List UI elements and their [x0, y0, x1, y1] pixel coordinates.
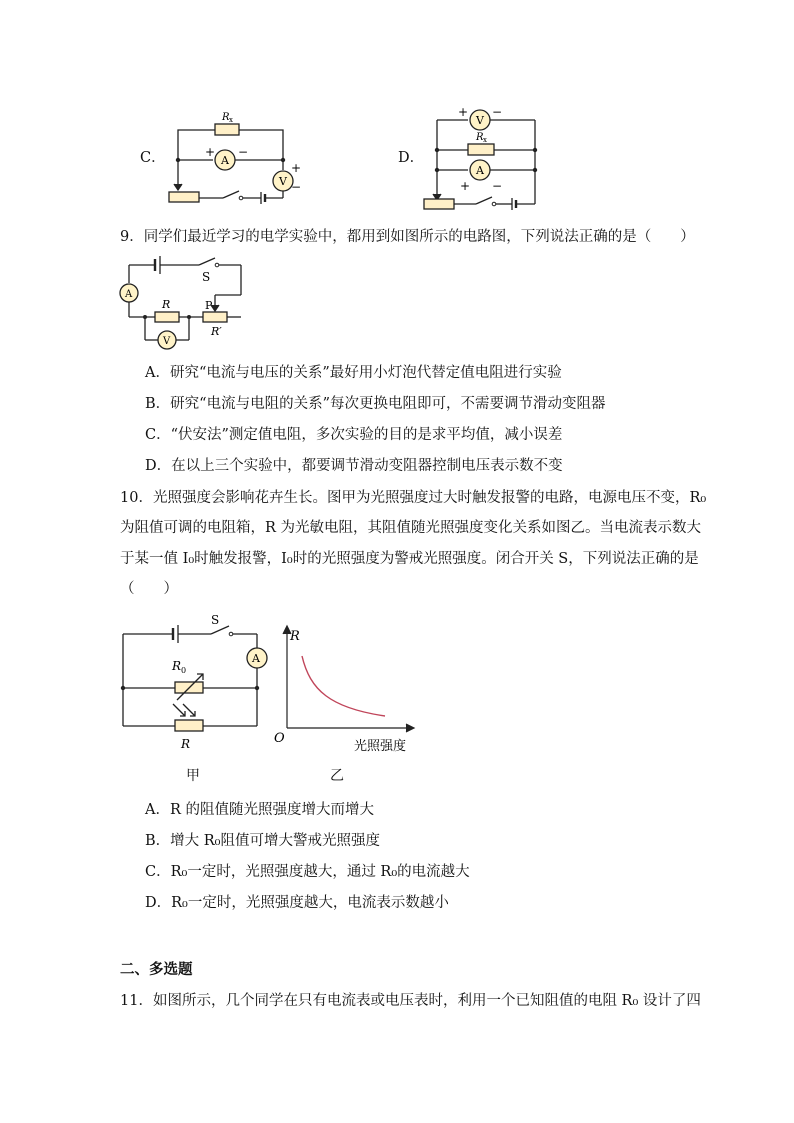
plus-sign: + — [458, 105, 469, 119]
slider-label: P — [205, 299, 213, 312]
q9-option-c[interactable]: C．“伏安法”测定值电阻，多次实验的目的是求平均值，减小误差 — [145, 427, 563, 443]
switch-label: S — [202, 270, 211, 284]
q9-circuit — [115, 255, 250, 355]
rheostat-label: R′ — [211, 325, 222, 338]
x-axis-label: 光照强度 — [354, 739, 407, 754]
origin-label: O — [274, 731, 285, 746]
q10-figure-jia — [115, 612, 275, 762]
q8-circuit-d — [420, 100, 550, 215]
switch-label: S — [211, 613, 220, 627]
voltmeter-symbol: V — [163, 336, 171, 347]
q9-option-a[interactable]: A．研究“电流与电压的关系”最好用小灯泡代替定值电阻进行实验 — [145, 365, 562, 381]
y-axis-label: R — [290, 629, 300, 644]
q10-stem-line-4: （ ） — [120, 581, 178, 597]
minus-sign: − — [492, 105, 503, 119]
q10-option-c[interactable]: C．R₀一定时，光照强度越大，通过 R₀的电流越大 — [145, 864, 470, 880]
q10-option-b[interactable]: B．增大 R₀阻值可增大警戒光照强度 — [145, 833, 380, 849]
r-label: R — [181, 737, 191, 751]
q10-stem-line-1: 10．光照强度会影响花卉生长。图甲为光照强度过大时触发报警的电路，电源电压不变，R₀ — [120, 490, 707, 506]
q10-stem-line-2: 为阻值可调的电阻箱，R 为光敏电阻，其阻值随光照强度变化关系如图乙。当电流表示数大 — [120, 520, 702, 536]
rx-label: R — [222, 112, 230, 123]
ammeter-symbol: A — [476, 164, 484, 177]
plus-sign: + — [291, 161, 302, 175]
q8-option-c-label: C． — [140, 150, 166, 166]
section-title-multiple-choice: 二、多选题 — [120, 961, 193, 978]
ammeter-symbol: A — [125, 289, 133, 300]
plus-sign: + — [460, 179, 471, 193]
minus-sign: − — [291, 180, 302, 194]
q10-figure-yi — [270, 620, 420, 760]
ammeter-symbol: A — [252, 652, 260, 665]
q10-option-d[interactable]: D．R₀一定时，光照强度越大，电流表示数越小 — [145, 895, 449, 911]
plus-sign: + — [205, 145, 216, 159]
minus-sign: − — [238, 145, 249, 159]
q8-option-d-label: D． — [398, 150, 425, 166]
q8-circuit-c — [165, 108, 315, 208]
rx-sub: x — [229, 116, 233, 124]
r0-label: R — [172, 659, 182, 673]
q9-option-b[interactable]: B．研究“电流与电阻的关系”每次更换电阻即可，不需要调节滑动变阻器 — [145, 396, 606, 412]
q9-option-d[interactable]: D．在以上三个实验中，都要调节滑动变阻器控制电压表示数不变 — [145, 458, 563, 474]
q9-stem: 9．同学们最近学习的电学实验中，都用到如图所示的电路图，下列说法正确的是（ ） — [120, 229, 695, 245]
resistance-curve — [302, 656, 385, 716]
rx-sub: x — [483, 136, 487, 144]
q11-stem: 11．如图所示，几个同学在只有电流表或电压表时，利用一个已知阻值的电阻 R₀ 设计了四 — [120, 993, 701, 1009]
q10-option-a[interactable]: A．R 的阻值随光照强度增大而增大 — [145, 802, 374, 818]
ammeter-symbol: A — [221, 154, 229, 167]
r0-sub: 0 — [181, 666, 187, 675]
voltmeter-symbol: V — [476, 114, 484, 127]
rx-label: R — [476, 132, 484, 143]
minus-sign: − — [492, 179, 503, 193]
figure-yi-caption: 乙 — [330, 768, 344, 784]
figure-jia-caption: 甲 — [186, 768, 200, 784]
voltmeter-symbol: V — [279, 175, 287, 188]
q10-stem-line-3: 于某一值 I₀时触发报警，I₀时的光照强度为警戒光照强度。闭合开关 S，下列说法正确的是 — [120, 551, 699, 567]
resistor-label: R — [162, 298, 171, 311]
